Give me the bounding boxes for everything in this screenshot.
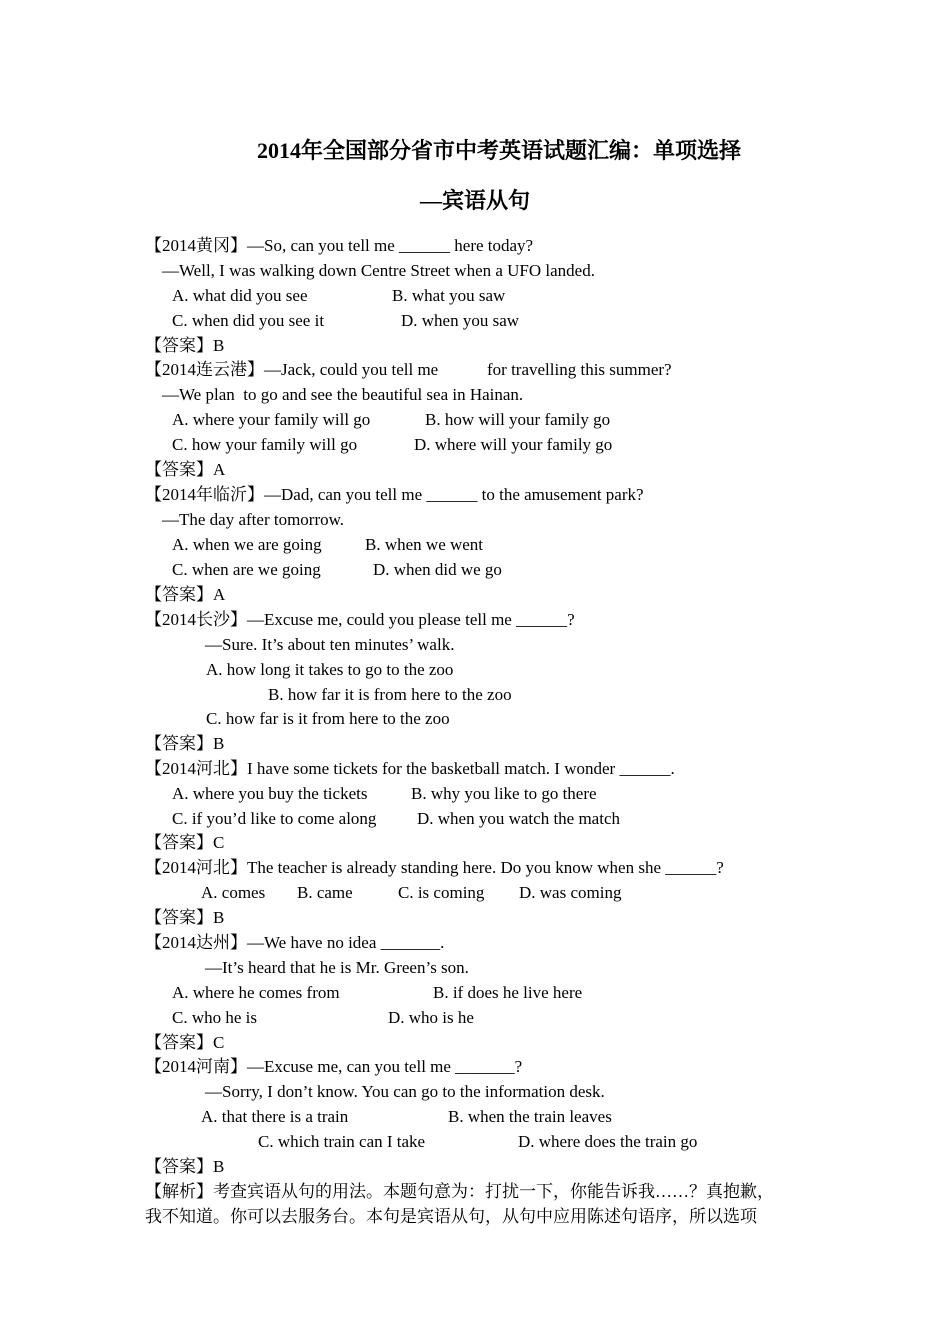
text-line: 【答案】A: [145, 585, 226, 604]
text-line: for travelling this summer?: [487, 360, 672, 379]
text-line: C. how your family will go: [172, 435, 358, 454]
text-line: 我不知道。你可以去服务台。本句是宾语从句，从句中应用陈述句语序，所以选项: [145, 1207, 757, 1226]
text-line: —The day after tomorrow.: [162, 510, 345, 529]
text-line: 【答案】B: [145, 908, 225, 927]
text-line: D. where does the train go: [518, 1132, 698, 1151]
text-line: B. how far it is from here to the zoo: [268, 685, 512, 704]
text-line: 【答案】A: [145, 460, 226, 479]
text-line: B. what you saw: [392, 286, 506, 305]
text-line: C. if you’d like to come along: [172, 809, 377, 828]
text-line: 【答案】B: [145, 336, 225, 355]
text-line: —Well, I was walking down Centre Street when a UFO landed.: [162, 261, 595, 280]
text-line: B. why you like to go there: [411, 784, 597, 803]
text-line: D. when you saw: [401, 311, 520, 330]
text-line: 【2014河北】I have some tickets for the basketball match. I wonder ______.: [145, 759, 675, 778]
text-line: B. if does he live here: [433, 983, 583, 1002]
page-title: 2014年全国部分省市中考英语试题汇编：单项选择: [256, 138, 741, 163]
page-subtitle: —宾语从句: [419, 188, 530, 213]
text-line: —Sure. It’s about ten minutes’ walk.: [205, 635, 455, 654]
text-line: 【2014河南】—Excuse me, can you tell me _______?: [145, 1057, 523, 1076]
text-line: 【答案】B: [145, 1157, 225, 1176]
text-line: C. is coming: [398, 883, 485, 902]
text-line: B. came: [297, 883, 353, 902]
text-line: C. when are we going: [172, 560, 321, 579]
text-line: A. how long it takes to go to the zoo: [206, 660, 454, 679]
text-line: C. who he is: [172, 1008, 257, 1027]
text-line: A. when we are going: [172, 535, 322, 554]
text-line: 【2014长沙】—Excuse me, could you please tell me ______?: [145, 610, 575, 629]
text-line: 【答案】B: [145, 734, 225, 753]
text-line: A. that there is a train: [201, 1107, 349, 1126]
text-line: —It’s heard that he is Mr. Green’s son.: [205, 958, 469, 977]
text-line: B. how will your family go: [425, 410, 611, 429]
text-line: D. who is he: [388, 1008, 474, 1027]
text-line: 【答案】C: [145, 833, 225, 852]
text-line: A. where your family will go: [172, 410, 371, 429]
text-line: A. where he comes from: [172, 983, 340, 1002]
text-line: 【2014连云港】—Jack, could you tell me: [145, 360, 439, 379]
text-line: —Sorry, I don’t know. You can go to the information desk.: [205, 1082, 605, 1101]
text-line: —We plan to go and see the beautiful sea in Hainan.: [162, 385, 524, 404]
text-line: 【2014达州】—We have no idea _______.: [145, 933, 445, 952]
text-line: C. which train can I take: [258, 1132, 426, 1151]
text-line: D. when you watch the match: [417, 809, 620, 828]
text-line: A. comes: [201, 883, 266, 902]
text-line: D. when did we go: [373, 560, 502, 579]
text-line: D. where will your family go: [414, 435, 613, 454]
text-line: 【答案】C: [145, 1033, 225, 1052]
text-line: A. what did you see: [172, 286, 308, 305]
text-line: B. when we went: [365, 535, 484, 554]
text-line: B. when the train leaves: [448, 1107, 612, 1126]
text-line: 【解析】考查宾语从句的用法。本题句意为：打扰一下，你能告诉我……？真抱歉，: [145, 1182, 774, 1201]
text-line: 【2014年临沂】—Dad, can you tell me ______ to the amusement park?: [145, 485, 644, 504]
text-line: C. how far is it from here to the zoo: [206, 709, 450, 728]
text-line: A. where you buy the tickets: [172, 784, 368, 803]
text-line: 【2014黄冈】—So, can you tell me ______ here today?: [145, 236, 534, 255]
text-line: D. was coming: [519, 883, 622, 902]
text-line: C. when did you see it: [172, 311, 325, 330]
text-line: 【2014河北】The teacher is already standing here. Do you know when she ______?: [145, 858, 724, 877]
